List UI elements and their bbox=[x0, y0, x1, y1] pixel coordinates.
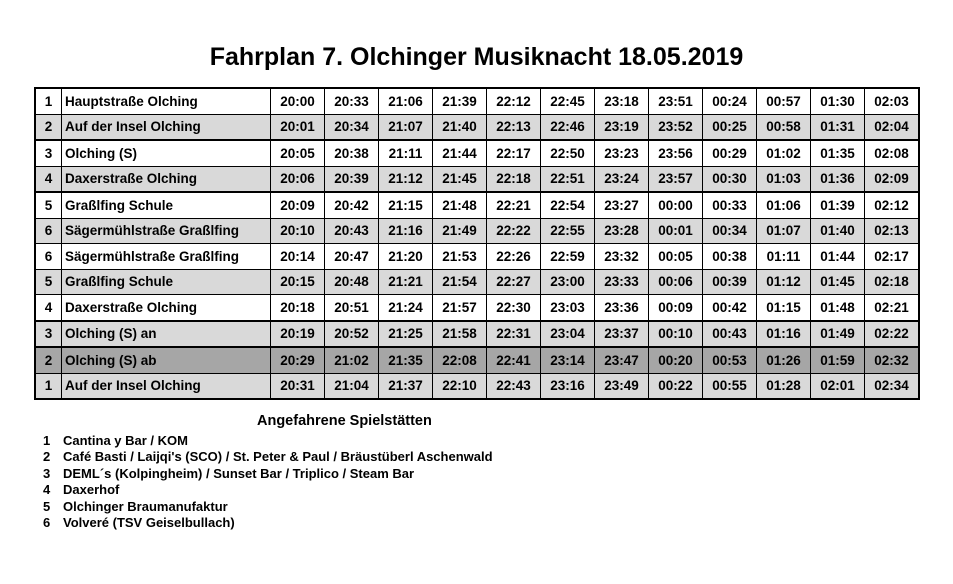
departure-time: 00:01 bbox=[649, 218, 703, 244]
departure-time: 22:21 bbox=[487, 192, 541, 218]
departure-time: 20:34 bbox=[325, 114, 379, 140]
departure-time: 21:16 bbox=[379, 218, 433, 244]
departure-time: 21:07 bbox=[379, 114, 433, 140]
departure-time: 02:18 bbox=[865, 269, 920, 295]
departure-time: 01:12 bbox=[757, 269, 811, 295]
timetable-row bbox=[35, 140, 919, 166]
stop-name: Auf der Insel Olching bbox=[62, 373, 271, 399]
departure-time: 23:24 bbox=[595, 166, 649, 192]
departure-time: 22:45 bbox=[541, 88, 595, 114]
departure-time: 20:43 bbox=[325, 218, 379, 244]
departure-time: 22:13 bbox=[487, 114, 541, 140]
departure-time: 21:35 bbox=[379, 347, 433, 373]
stop-name: Sägermühlstraße Graßlfing bbox=[62, 244, 271, 270]
departure-time: 02:04 bbox=[865, 114, 920, 140]
departure-time: 22:17 bbox=[487, 140, 541, 166]
stop-number: 1 bbox=[35, 373, 62, 399]
departure-time: 00:42 bbox=[703, 295, 757, 321]
departure-time: 21:20 bbox=[379, 244, 433, 270]
timetable-row bbox=[35, 218, 919, 244]
venue-item bbox=[43, 465, 493, 482]
stop-number: 1 bbox=[35, 88, 62, 114]
venue-number: 5 bbox=[43, 498, 51, 514]
timetable-row bbox=[35, 88, 919, 114]
stop-name: Hauptstraße Olching bbox=[62, 88, 271, 114]
departure-time: 00:33 bbox=[703, 192, 757, 218]
timetable-row bbox=[35, 114, 919, 140]
departure-time: 21:57 bbox=[433, 295, 487, 321]
departure-time: 23:03 bbox=[541, 295, 595, 321]
departure-time: 20:39 bbox=[325, 166, 379, 192]
departure-time: 01:07 bbox=[757, 218, 811, 244]
departure-time: 00:24 bbox=[703, 88, 757, 114]
departure-time: 23:04 bbox=[541, 321, 595, 348]
departure-time: 02:09 bbox=[865, 166, 920, 192]
departure-time: 23:23 bbox=[595, 140, 649, 166]
departure-time: 23:32 bbox=[595, 244, 649, 270]
stop-number: 3 bbox=[35, 140, 62, 166]
departure-time: 00:30 bbox=[703, 166, 757, 192]
departure-time: 20:18 bbox=[271, 295, 325, 321]
departure-time: 21:25 bbox=[379, 321, 433, 348]
venue-number: 6 bbox=[43, 515, 51, 531]
departure-time: 00:22 bbox=[649, 373, 703, 399]
venue-name: Cantina y Bar / KOM bbox=[63, 432, 188, 448]
departure-time: 21:11 bbox=[379, 140, 433, 166]
departure-time: 22:10 bbox=[433, 373, 487, 399]
departure-time: 21:15 bbox=[379, 192, 433, 218]
venue-name: Daxerhof bbox=[63, 482, 120, 498]
departure-time: 23:28 bbox=[595, 218, 649, 244]
departure-time: 01:03 bbox=[757, 166, 811, 192]
departure-time: 21:02 bbox=[325, 347, 379, 373]
departure-time: 01:11 bbox=[757, 244, 811, 270]
departure-time: 21:39 bbox=[433, 88, 487, 114]
departure-time: 02:34 bbox=[865, 373, 920, 399]
departure-time: 02:17 bbox=[865, 244, 920, 270]
departure-time: 22:30 bbox=[487, 295, 541, 321]
departure-time: 01:06 bbox=[757, 192, 811, 218]
departure-time: 20:15 bbox=[271, 269, 325, 295]
venues-list bbox=[43, 432, 493, 531]
timetable-row bbox=[35, 166, 919, 192]
departure-time: 00:09 bbox=[649, 295, 703, 321]
venue-item bbox=[43, 515, 493, 532]
departure-time: 20:00 bbox=[271, 88, 325, 114]
departure-time: 00:20 bbox=[649, 347, 703, 373]
departure-time: 00:55 bbox=[703, 373, 757, 399]
departure-time: 23:37 bbox=[595, 321, 649, 348]
departure-time: 01:02 bbox=[757, 140, 811, 166]
stop-name: Graßlfing Schule bbox=[62, 192, 271, 218]
venue-name: Volveré (TSV Geiselbullach) bbox=[63, 515, 235, 531]
venue-item bbox=[43, 449, 493, 466]
timetable-row bbox=[35, 244, 919, 270]
departure-time: 23:52 bbox=[649, 114, 703, 140]
venue-number: 4 bbox=[43, 482, 51, 498]
departure-time: 22:27 bbox=[487, 269, 541, 295]
departure-time: 01:59 bbox=[811, 347, 865, 373]
departure-time: 20:42 bbox=[325, 192, 379, 218]
stop-name: Olching (S) an bbox=[62, 321, 271, 348]
departure-time: 00:58 bbox=[757, 114, 811, 140]
departure-time: 23:14 bbox=[541, 347, 595, 373]
stop-name: Graßlfing Schule bbox=[62, 269, 271, 295]
departure-time: 00:10 bbox=[649, 321, 703, 348]
departure-time: 21:53 bbox=[433, 244, 487, 270]
departure-time: 01:26 bbox=[757, 347, 811, 373]
departure-time: 20:06 bbox=[271, 166, 325, 192]
departure-time: 23:19 bbox=[595, 114, 649, 140]
departure-time: 01:16 bbox=[757, 321, 811, 348]
departure-time: 22:41 bbox=[487, 347, 541, 373]
departure-time: 00:25 bbox=[703, 114, 757, 140]
departure-time: 20:09 bbox=[271, 192, 325, 218]
timetable-row bbox=[35, 295, 919, 321]
departure-time: 23:36 bbox=[595, 295, 649, 321]
venue-item bbox=[43, 432, 493, 449]
venue-item bbox=[43, 498, 493, 515]
stop-number: 6 bbox=[35, 244, 62, 270]
venue-item bbox=[43, 482, 493, 499]
venue-number: 3 bbox=[43, 465, 51, 481]
departure-time: 20:10 bbox=[271, 218, 325, 244]
departure-time: 22:59 bbox=[541, 244, 595, 270]
departure-time: 22:50 bbox=[541, 140, 595, 166]
departure-time: 02:22 bbox=[865, 321, 920, 348]
departure-time: 01:45 bbox=[811, 269, 865, 295]
departure-time: 02:32 bbox=[865, 347, 920, 373]
departure-time: 22:31 bbox=[487, 321, 541, 348]
venue-number: 1 bbox=[43, 432, 51, 448]
stop-number: 5 bbox=[35, 269, 62, 295]
departure-time: 23:57 bbox=[649, 166, 703, 192]
departure-time: 20:01 bbox=[271, 114, 325, 140]
departure-time: 01:31 bbox=[811, 114, 865, 140]
departure-time: 22:55 bbox=[541, 218, 595, 244]
departure-time: 01:40 bbox=[811, 218, 865, 244]
departure-time: 22:54 bbox=[541, 192, 595, 218]
departure-time: 20:38 bbox=[325, 140, 379, 166]
stop-number: 2 bbox=[35, 114, 62, 140]
departure-time: 00:00 bbox=[649, 192, 703, 218]
departure-time: 23:33 bbox=[595, 269, 649, 295]
timetable bbox=[34, 87, 920, 400]
departure-time: 21:12 bbox=[379, 166, 433, 192]
departure-time: 21:24 bbox=[379, 295, 433, 321]
departure-time: 01:44 bbox=[811, 244, 865, 270]
departure-time: 23:27 bbox=[595, 192, 649, 218]
stop-number: 3 bbox=[35, 321, 62, 348]
departure-time: 21:58 bbox=[433, 321, 487, 348]
timetable-row bbox=[35, 321, 919, 348]
departure-time: 22:51 bbox=[541, 166, 595, 192]
departure-time: 20:47 bbox=[325, 244, 379, 270]
venues-heading: Angefahrene Spielstätten bbox=[257, 413, 432, 429]
departure-time: 20:52 bbox=[325, 321, 379, 348]
departure-time: 00:29 bbox=[703, 140, 757, 166]
departure-time: 02:21 bbox=[865, 295, 920, 321]
departure-time: 00:06 bbox=[649, 269, 703, 295]
departure-time: 01:28 bbox=[757, 373, 811, 399]
departure-time: 00:53 bbox=[703, 347, 757, 373]
stop-number: 4 bbox=[35, 295, 62, 321]
departure-time: 23:16 bbox=[541, 373, 595, 399]
departure-time: 20:31 bbox=[271, 373, 325, 399]
departure-time: 20:14 bbox=[271, 244, 325, 270]
departure-time: 23:49 bbox=[595, 373, 649, 399]
departure-time: 20:48 bbox=[325, 269, 379, 295]
stop-name: Daxerstraße Olching bbox=[62, 166, 271, 192]
departure-time: 21:37 bbox=[379, 373, 433, 399]
stop-number: 2 bbox=[35, 347, 62, 373]
departure-time: 01:48 bbox=[811, 295, 865, 321]
timetable-row bbox=[35, 347, 919, 373]
venue-name: Café Basti / Laijqi's (SCO) / St. Peter & Paul / Bräustüberl Aschenwald bbox=[63, 449, 493, 465]
departure-time: 21:54 bbox=[433, 269, 487, 295]
departure-time: 01:15 bbox=[757, 295, 811, 321]
departure-time: 01:35 bbox=[811, 140, 865, 166]
departure-time: 00:34 bbox=[703, 218, 757, 244]
departure-time: 21:04 bbox=[325, 373, 379, 399]
stop-name: Sägermühlstraße Graßlfing bbox=[62, 218, 271, 244]
venue-name: DEML´s (Kolpingheim) / Sunset Bar / Triplico / Steam Bar bbox=[63, 465, 415, 481]
departure-time: 21:48 bbox=[433, 192, 487, 218]
departure-time: 00:05 bbox=[649, 244, 703, 270]
departure-time: 00:43 bbox=[703, 321, 757, 348]
stop-number: 6 bbox=[35, 218, 62, 244]
departure-time: 20:05 bbox=[271, 140, 325, 166]
stop-number: 5 bbox=[35, 192, 62, 218]
venue-name: Olchinger Braumanufaktur bbox=[63, 498, 228, 514]
venue-number: 2 bbox=[43, 449, 51, 465]
departure-time: 21:49 bbox=[433, 218, 487, 244]
departure-time: 23:51 bbox=[649, 88, 703, 114]
departure-time: 21:45 bbox=[433, 166, 487, 192]
departure-time: 23:00 bbox=[541, 269, 595, 295]
stop-name: Auf der Insel Olching bbox=[62, 114, 271, 140]
departure-time: 20:29 bbox=[271, 347, 325, 373]
departure-time: 02:01 bbox=[811, 373, 865, 399]
departure-time: 01:36 bbox=[811, 166, 865, 192]
departure-time: 22:26 bbox=[487, 244, 541, 270]
departure-time: 21:40 bbox=[433, 114, 487, 140]
departure-time: 02:13 bbox=[865, 218, 920, 244]
departure-time: 22:46 bbox=[541, 114, 595, 140]
page-title: Fahrplan 7. Olchinger Musiknacht 18.05.2019 bbox=[209, 43, 744, 71]
timetable-row bbox=[35, 373, 919, 399]
departure-time: 02:12 bbox=[865, 192, 920, 218]
departure-time: 23:47 bbox=[595, 347, 649, 373]
departure-time: 22:43 bbox=[487, 373, 541, 399]
departure-time: 01:49 bbox=[811, 321, 865, 348]
timetable-row bbox=[35, 269, 919, 295]
departure-time: 22:12 bbox=[487, 88, 541, 114]
departure-time: 23:18 bbox=[595, 88, 649, 114]
stop-name: Olching (S) bbox=[62, 140, 271, 166]
departure-time: 00:57 bbox=[757, 88, 811, 114]
departure-time: 01:30 bbox=[811, 88, 865, 114]
stop-name: Daxerstraße Olching bbox=[62, 295, 271, 321]
departure-time: 22:22 bbox=[487, 218, 541, 244]
departure-time: 22:18 bbox=[487, 166, 541, 192]
departure-time: 21:06 bbox=[379, 88, 433, 114]
departure-time: 20:19 bbox=[271, 321, 325, 348]
stop-number: 4 bbox=[35, 166, 62, 192]
departure-time: 02:03 bbox=[865, 88, 920, 114]
departure-time: 02:08 bbox=[865, 140, 920, 166]
departure-time: 20:51 bbox=[325, 295, 379, 321]
departure-time: 00:38 bbox=[703, 244, 757, 270]
departure-time: 23:56 bbox=[649, 140, 703, 166]
departure-time: 21:44 bbox=[433, 140, 487, 166]
departure-time: 01:39 bbox=[811, 192, 865, 218]
departure-time: 20:33 bbox=[325, 88, 379, 114]
stop-name: Olching (S) ab bbox=[62, 347, 271, 373]
departure-time: 22:08 bbox=[433, 347, 487, 373]
departure-time: 21:21 bbox=[379, 269, 433, 295]
departure-time: 00:39 bbox=[703, 269, 757, 295]
timetable-row bbox=[35, 192, 919, 218]
